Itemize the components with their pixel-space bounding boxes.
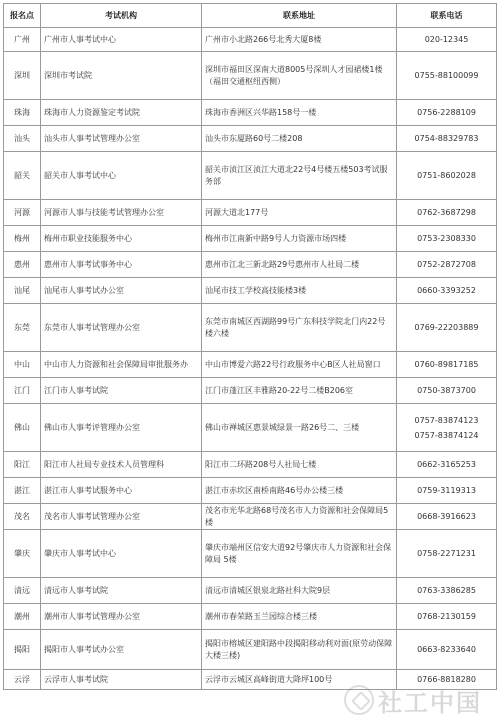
phone-number: 0768-2130159 xyxy=(417,612,476,621)
table-row xyxy=(4,226,497,252)
phone-number: 0750-3873700 xyxy=(417,386,476,395)
cell-addr: 深圳市福田区深南大道8005号深圳人才园裙楼1楼（福田交通枢纽西侧） xyxy=(202,52,397,100)
cell-addr: 东莞市南城区西湖路99号广东科技学院北门内22号楼六楼 xyxy=(202,304,397,352)
cell-org: 佛山市人事考评管理办公室 xyxy=(41,404,202,452)
cell-org: 潮州市人事考试管理办公室 xyxy=(41,604,202,630)
phone-number: 0755-88100099 xyxy=(414,71,479,80)
social-work-logo-icon xyxy=(344,685,374,715)
table-row xyxy=(4,378,497,404)
table-row xyxy=(4,200,497,226)
cell-org: 广州市人事考试中心 xyxy=(41,28,202,52)
cell-addr: 惠州市江北三新北路29号惠州市人社局二楼 xyxy=(202,252,397,278)
cell-city: 梅州 xyxy=(4,226,41,252)
cell-city: 广州 xyxy=(4,28,41,52)
table-row xyxy=(4,404,497,452)
cell-org: 河源市人事与技能考试管理办公室 xyxy=(41,200,202,226)
cell-tel xyxy=(397,352,497,378)
phone-number: 0756-2288109 xyxy=(417,108,476,117)
phone-number: 0757-83874123 xyxy=(414,415,479,425)
cell-tel xyxy=(397,278,497,304)
cell-org: 揭阳市人事考试办公室 xyxy=(41,630,202,670)
cell-addr: 阳江市二环路208号人社局七楼 xyxy=(202,452,397,478)
table-row xyxy=(4,278,497,304)
cell-org: 珠海市人力资源鉴定考试院 xyxy=(41,100,202,126)
cell-org: 梅州市职业技能服务中心 xyxy=(41,226,202,252)
cell-addr: 云浮市云城区高峰街道大降坪100号 xyxy=(202,670,397,690)
cell-tel xyxy=(397,504,497,530)
cell-addr: 梅州市江南新中路9号人力资源市场四楼 xyxy=(202,226,397,252)
cell-tel xyxy=(397,478,497,504)
cell-city: 汕头 xyxy=(4,126,41,152)
table-row xyxy=(4,630,497,670)
cell-city: 惠州 xyxy=(4,252,41,278)
cell-city: 东莞 xyxy=(4,304,41,352)
phone-number: 0757-83874124 xyxy=(414,430,479,440)
cell-org: 中山市人力资源和社会保障局审批服务办 xyxy=(41,352,202,378)
cell-addr: 清远市清城区银泉北路社科大院9层 xyxy=(202,578,397,604)
exam-agency-table xyxy=(3,3,497,690)
cell-org: 肇庆市人事考试中心 xyxy=(41,530,202,578)
cell-addr: 潮州市春荣路玉兰园综合楼三楼 xyxy=(202,604,397,630)
cell-tel xyxy=(397,252,497,278)
cell-addr: 韶关市浈江区浈江大道北22号4号楼五楼503考试服务部 xyxy=(202,152,397,200)
cell-tel xyxy=(397,152,497,200)
cell-addr: 佛山市禅城区惠景城绿景一路26号二、三楼 xyxy=(202,404,397,452)
cell-city: 揭阳 xyxy=(4,630,41,670)
cell-city: 中山 xyxy=(4,352,41,378)
phone-number: 0752-2872708 xyxy=(417,260,476,269)
cell-city: 肇庆 xyxy=(4,530,41,578)
cell-org: 惠州市人事考试事务中心 xyxy=(41,252,202,278)
table-body xyxy=(4,28,497,690)
cell-city: 潮州 xyxy=(4,604,41,630)
cell-org: 云浮市人事考试院 xyxy=(41,670,202,690)
cell-tel xyxy=(397,100,497,126)
cell-city: 深圳 xyxy=(4,52,41,100)
cell-org: 茂名市人事考试管理办公室 xyxy=(41,504,202,530)
cell-addr: 汕尾市技工学校高技能楼3楼 xyxy=(202,278,397,304)
cell-tel xyxy=(397,604,497,630)
table-row xyxy=(4,604,497,630)
phone-number: 0760-89817185 xyxy=(414,360,479,369)
table-row xyxy=(4,352,497,378)
cell-city: 茂名 xyxy=(4,504,41,530)
table-row xyxy=(4,126,497,152)
cell-tel xyxy=(397,378,497,404)
table-row xyxy=(4,52,497,100)
table-row xyxy=(4,578,497,604)
cell-addr: 揭阳市榕城区建阳路中段揭阳移动利对面(原劳动保障大楼三楼) xyxy=(202,630,397,670)
cell-addr: 肇庆市端州区信安大道92号肇庆市人力资源和社会保障局 5楼 xyxy=(202,530,397,578)
cell-city: 阳江 xyxy=(4,452,41,478)
cell-city: 湛江 xyxy=(4,478,41,504)
cell-org: 江门市人事考试院 xyxy=(41,378,202,404)
cell-org: 湛江市人事考试服务中心 xyxy=(41,478,202,504)
phone-number: 0758-2271231 xyxy=(417,549,476,558)
cell-addr: 河源大道北177号 xyxy=(202,200,397,226)
phone-number: 0660-3393252 xyxy=(417,286,476,295)
phone-number: 0663-8233640 xyxy=(417,645,476,654)
cell-city: 江门 xyxy=(4,378,41,404)
phone-number: 0753-2308330 xyxy=(417,234,476,243)
cell-tel xyxy=(397,452,497,478)
table-row xyxy=(4,530,497,578)
cell-tel xyxy=(397,226,497,252)
cell-org: 阳江市人社局专业技术人员管理科 xyxy=(41,452,202,478)
phone-number: 0759-3119313 xyxy=(417,486,476,495)
table-row xyxy=(4,304,497,352)
cell-tel xyxy=(397,404,497,452)
header-tel: 联系电话 xyxy=(397,4,497,28)
cell-addr: 广州市小北路266号北秀大厦8楼 xyxy=(202,28,397,52)
watermark-text: 社工中国 xyxy=(378,687,482,717)
table-row xyxy=(4,100,497,126)
cell-org: 清远市人事考试院 xyxy=(41,578,202,604)
phone-number: 0754-88329783 xyxy=(414,134,479,143)
cell-addr: 江门市蓬江区丰雅路20-22号二楼B206室 xyxy=(202,378,397,404)
phone-number: 0763-3386285 xyxy=(417,586,476,595)
cell-tel xyxy=(397,52,497,100)
cell-city: 汕尾 xyxy=(4,278,41,304)
header-addr: 联系地址 xyxy=(202,4,397,28)
phone-number: 0766-8818280 xyxy=(417,675,476,684)
cell-addr: 湛江市赤坎区南桥南路46号办公楼三楼 xyxy=(202,478,397,504)
cell-tel xyxy=(397,630,497,670)
phone-number: 0668-3916623 xyxy=(417,512,476,521)
table-row xyxy=(4,504,497,530)
table-row xyxy=(4,452,497,478)
cell-tel xyxy=(397,28,497,52)
cell-city: 佛山 xyxy=(4,404,41,452)
table-row xyxy=(4,152,497,200)
phone-number: 0662-3165253 xyxy=(417,460,476,469)
cell-city: 珠海 xyxy=(4,100,41,126)
phone-number: 0751-8602028 xyxy=(417,171,476,180)
cell-org: 东莞市人事考试管理办公室 xyxy=(41,304,202,352)
cell-city: 河源 xyxy=(4,200,41,226)
cell-addr: 中山市博爱六路22号行政服务中心B区人社局窗口 xyxy=(202,352,397,378)
cell-city: 清远 xyxy=(4,578,41,604)
phone-number: 0769-22203889 xyxy=(414,323,479,332)
cell-tel xyxy=(397,200,497,226)
cell-addr: 汕头市东厦路60号二楼208 xyxy=(202,126,397,152)
phone-number: 020-12345 xyxy=(424,35,469,44)
cell-tel xyxy=(397,530,497,578)
table-row xyxy=(4,252,497,278)
cell-org: 韶关市人事考试中心 xyxy=(41,152,202,200)
cell-tel xyxy=(397,578,497,604)
cell-tel xyxy=(397,126,497,152)
cell-city: 云浮 xyxy=(4,670,41,690)
header-city: 报名点 xyxy=(4,4,41,28)
table-row xyxy=(4,478,497,504)
cell-addr: 茂名市光华北路68号茂名市人力资源和社会保障局5楼 xyxy=(202,504,397,530)
table-row xyxy=(4,28,497,52)
header-org: 考试机构 xyxy=(41,4,202,28)
site-watermark xyxy=(344,684,494,716)
cell-org: 汕尾市人事考试办公室 xyxy=(41,278,202,304)
cell-org: 汕头市人事考试管理办公室 xyxy=(41,126,202,152)
cell-addr: 珠海市香洲区兴华路158号一楼 xyxy=(202,100,397,126)
cell-city: 韶关 xyxy=(4,152,41,200)
cell-org: 深圳市考试院 xyxy=(41,52,202,100)
header-row xyxy=(4,4,497,28)
cell-tel xyxy=(397,304,497,352)
phone-number: 0762-3687298 xyxy=(417,208,476,217)
